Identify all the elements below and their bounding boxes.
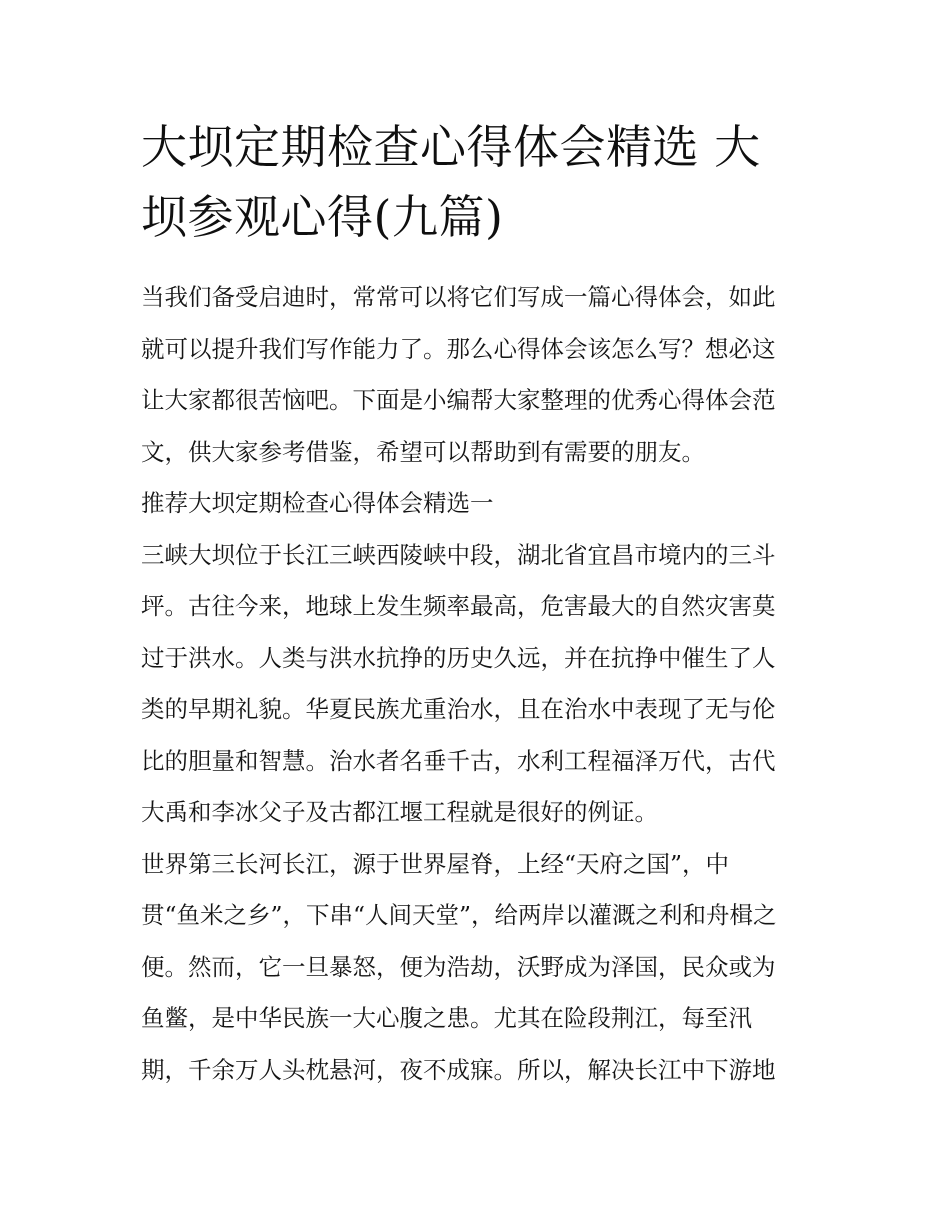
text-line: 比的胆量和智慧。治水者名垂千古，水利工程福泽万代，古代 (141, 746, 776, 775)
body-paragraph (141, 530, 813, 839)
body-paragraph (141, 839, 813, 1097)
text-line: 鱼鳖，是中华民族一大心腹之患。尤其在险段荆江，每至汛 (141, 1004, 752, 1032)
intro-paragraph (141, 272, 813, 478)
text-line: 世界第三长河长江，源于世界屋脊，上经“天府之国”，中 (141, 849, 730, 878)
section-heading (141, 478, 813, 530)
text-line: 期，千余万人头枕悬河，夜不成寐。所以，解决长江中下游地 (141, 1055, 776, 1084)
text-line: 三峡大坝位于长江三峡西陵峡中段，湖北省宜昌市境内的三斗 (141, 540, 776, 569)
document-page (141, 112, 813, 1096)
text-line: 类的早期礼貌。华夏民族尤重治水，且在治水中表现了无与伦 (141, 695, 776, 723)
text-line: 就可以提升我们写作能力了。那么心得体会该怎么写？想必这 (141, 334, 776, 363)
title-line: 坝参观心得(九篇) (141, 190, 504, 244)
text-line: 贯“鱼米之乡”，下串“人间天堂”，给两岸以灌溉之利和舟楫之 (141, 901, 777, 929)
text-line: 过于洪水。人类与洪水抗挣的历史久远，并在抗挣中催生了人 (141, 643, 776, 672)
title-line: 大坝定期检查心得体会精选 大 (141, 120, 761, 174)
text-line: 文，供大家参考借鉴，希望可以帮助到有需要的朋友。 (141, 437, 705, 466)
document-body (141, 272, 813, 1096)
text-line: 当我们备受启迪时，常常可以将它们写成一篇心得体会，如此 (141, 283, 776, 311)
text-line: 让大家都很苦恼吧。下面是小编帮大家整理的优秀心得体会范 (141, 386, 776, 414)
text-line: 大禹和李冰父子及古都江堰工程就是很好的例证。 (141, 798, 658, 826)
text-line: 便。然而，它一旦暴怒，便为浩劫，沃野成为泽国，民众或为 (141, 952, 776, 981)
document-title (141, 112, 813, 252)
text-line: 坪。古往今来，地球上发生频率最高，危害最大的自然灾害莫 (141, 592, 776, 620)
text-line: 推荐大坝定期检查心得体会精选一 (141, 489, 494, 517)
